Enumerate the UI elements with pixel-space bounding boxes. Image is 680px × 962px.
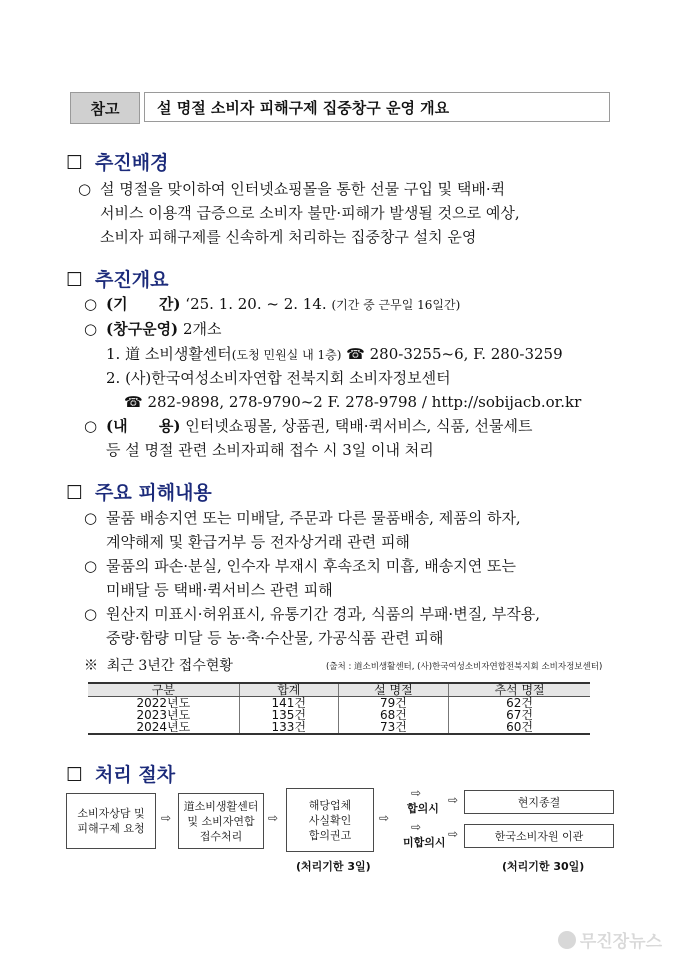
stats-table (88, 682, 590, 735)
agree-label: 합의시 (407, 802, 439, 815)
document-title: 설 명절 소비자 피해구제 집중창구 운영 개요 (144, 92, 610, 122)
bullet-icon: ○ (84, 320, 98, 338)
table-cell: 73건 (338, 721, 448, 734)
office-value: 2개소 (182, 320, 222, 338)
damage-item-1a: ○ 물품 배송지연 또는 미배달, 주문과 다른 물품배송, 제품의 하자, (84, 506, 521, 530)
bullet-icon: ○ (84, 557, 98, 575)
content-label: (내 용) (106, 417, 181, 435)
table-header: 합계 (239, 683, 338, 697)
checkbox-icon: ☐ (66, 482, 84, 504)
flow-step-request: 소비자상담 및 피해구제 요청 (66, 793, 156, 849)
table-cell: 79건 (338, 697, 448, 710)
section-title: 주요 피해내용 (95, 482, 212, 504)
phone-icon-text: ☎ 280-3255~6, F. 280-3259 (346, 345, 563, 363)
flow-result-transfer: 한국소비자원 이관 (464, 824, 614, 848)
table-cell: 141건 (239, 697, 338, 710)
table-cell: 2024년도 (136, 720, 191, 734)
office-2-contact: ☎ 282-9898, 278-9790~2 F. 278-9798 / http://sobijacb.or.kr (124, 393, 582, 411)
office-1: 1. 道 소비생활센터(도청 민원실 내 1층) ☎ 280-3255~6, F. 280-3259 (106, 345, 563, 363)
bullet-icon: ○ (84, 295, 98, 313)
section-overview (66, 265, 168, 292)
bullet-icon: ○ (84, 509, 98, 527)
table-cell: 68건 (338, 709, 448, 721)
content-line-1: ○ (내 용) 인터넷쇼핑몰, 상품권, 택배·퀵서비스, 식품, 선물세트 (84, 414, 533, 438)
table-cell: 135건 (239, 709, 338, 721)
damage-item-2b: 미배달 등 택배·퀵서비스 관련 피해 (106, 581, 333, 599)
section-procedure (66, 760, 175, 787)
bullet-icon: ○ (84, 417, 98, 435)
office-line (84, 317, 221, 341)
table-cell: 2022년도 (136, 696, 191, 710)
bullet-icon: ○ (84, 605, 98, 623)
background-line-3: 소비자 피해구제를 신속하게 처리하는 집중창구 설치 운영 (100, 228, 477, 246)
note-mark: ※ (84, 658, 98, 674)
flow-result-settled: 현지종결 (464, 790, 614, 814)
damage-item-3a: ○ 원산지 미표시·허위표시, 유통기간 경과, 식품의 부패·변질, 부작용, (84, 602, 540, 626)
arrow-right-icon: ⇨ (411, 786, 422, 800)
content-line-2: 등 설 명절 관련 소비자피해 접수 시 3일 이내 처리 (106, 441, 434, 459)
checkbox-icon: ☐ (66, 269, 84, 291)
arrow-right-icon: ⇨ (448, 793, 459, 807)
table-cell: 60건 (449, 721, 590, 734)
deadline-3-days: (처리기한 3일) (296, 860, 371, 873)
period-value: ‘25. 1. 20. ~ 2. 14. (185, 295, 327, 313)
damage-item-2a: ○ 물품의 파손·분실, 인수자 부재시 후속조치 미흡, 배송지연 또는 (84, 554, 516, 578)
section-damages (66, 478, 212, 505)
table-header-row (88, 683, 590, 697)
stats-note: ※ 최근 3년간 접수현황 (84, 658, 233, 674)
table-header: 설 명절 (338, 683, 448, 697)
section-title: 추진개요 (95, 269, 169, 291)
bullet-icon: ○ (78, 180, 92, 198)
table-header: 구분 (88, 683, 239, 697)
section-title: 추진배경 (95, 152, 169, 174)
table-cell: 133건 (239, 721, 338, 734)
stats-source: (출처 : 道소비생활센터, (사)한국여성소비자연합전북지회 소비자정보센터) (326, 662, 603, 672)
flow-step-intake: 道소비생활센터 및 소비자연합 접수처리 (178, 793, 264, 849)
period-label: (기 간) (106, 295, 181, 313)
background-line-2: 서비스 이용객 급증으로 소비자 불만·피해가 발생될 것으로 예상, (100, 204, 520, 222)
table-cell: 62건 (449, 697, 590, 710)
table-cell: 67건 (449, 709, 590, 721)
damage-item-1b: 계약해제 및 환급거부 등 전자상거래 관련 피해 (106, 533, 410, 551)
period-note: (기간 중 근무일 16일간) (331, 298, 461, 312)
background-line-1: ○ 설 명절을 맞이하여 인터넷쇼핑몰을 통한 선물 구입 및 택배·퀵 (78, 177, 505, 201)
arrow-right-icon: ⇨ (268, 811, 279, 825)
section-background (66, 148, 168, 175)
disagree-label: 미합의시 (403, 836, 446, 849)
arrow-right-icon: ⇨ (379, 811, 390, 825)
office-label: (창구운영) (106, 320, 179, 338)
table-cell: 2023년도 (136, 708, 191, 722)
arrow-right-icon: ⇨ (161, 811, 172, 825)
table-row (88, 721, 590, 734)
deadline-30-days: (처리기한 30일) (502, 860, 585, 873)
watermark: 무진장뉴스 (558, 927, 662, 952)
period-line (84, 292, 460, 317)
office-2: 2. (사)한국여성소비자연합 전북지회 소비자정보센터 (106, 369, 451, 387)
watermark-logo-icon (558, 931, 576, 949)
flow-step-mediation: 해당업체 사실확인 합의권고 (286, 788, 374, 852)
arrow-right-icon: ⇨ (411, 820, 422, 834)
arrow-right-icon: ⇨ (448, 827, 459, 841)
section-title: 처리 절차 (95, 764, 176, 786)
damage-item-3b: 중량·함량 미달 등 농·축·수산물, 가공식품 관련 피해 (106, 629, 444, 647)
checkbox-icon: ☐ (66, 152, 84, 174)
checkbox-icon: ☐ (66, 764, 84, 786)
table-header: 추석 명절 (449, 683, 590, 697)
header-tag: 참고 (70, 92, 140, 124)
